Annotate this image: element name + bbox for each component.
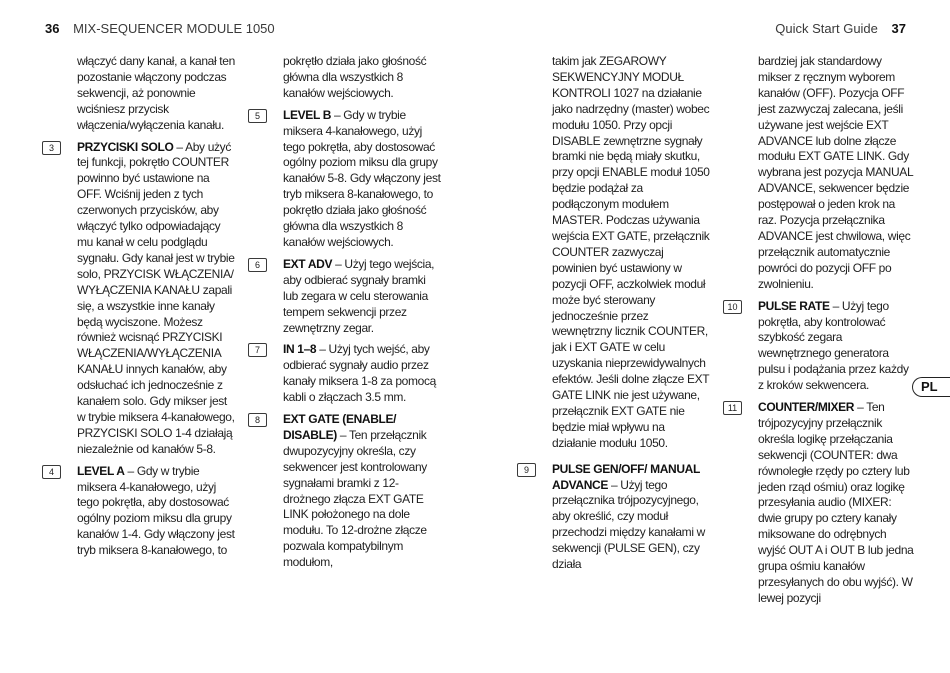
item-number-badge: 11	[723, 401, 742, 415]
text-column-2	[254, 54, 441, 571]
item-text: – Użyj tego przełącznika trójpozycyjnego, aby określić, czy moduł przechodzi między kanałami w sekwencji (PULSE GEN), czy działa	[552, 477, 705, 572]
item-text: – Użyj tego wejścia, aby odbierać sygnały bramki lub zegara w celu sterowania tempem sekwencji przez zewnętrzny zegar.	[283, 256, 435, 335]
item-number-badge: 8	[248, 413, 267, 427]
language-tab: PL	[912, 377, 950, 397]
item-text: – Ten przełącznik dwupozycyjny określa, czy sekwencer jest kontrolowany sygnałami bramki z 12-drożnego złącza EXT GATE LINK położonego na dole modułu. To 12-drożne złącze pozwala kompatybilnym modułom,	[283, 427, 427, 570]
item-text: – Użyj tego pokrętła, aby kontrolować szybkość zegara wewnętrznego generatora pulsu i podążania przez każdy z kroków sekwencera.	[758, 298, 909, 393]
item-number-badge: 10	[723, 300, 742, 314]
item-text: – Ten trójpozycyjny przełącznik określa logikę przełączania sekwencji (COUNTER: dwa równoległe rzędy po cztery lub jeden rząd ośmiu) oraz logikę przesyłania audio (MIXER: dwie grupy po cztery kanały miksowane do odrębnych wyjść OUT A i OUT B lub jedna grupa ośmiu kanałów przesyłanych do obu wyjść). W lewej pozycji	[758, 400, 914, 605]
item-ext-adv	[254, 256, 441, 337]
item-body	[283, 257, 441, 337]
right-header-title: Quick Start Guide	[775, 21, 878, 36]
item-body	[77, 140, 235, 458]
item-title: PRZYCISKI SOLO	[77, 139, 174, 154]
item-level-b	[254, 107, 441, 251]
item-in-1-8	[254, 342, 441, 406]
item-body	[283, 108, 441, 251]
text-column-1	[48, 54, 235, 559]
item-title: LEVEL B	[283, 107, 332, 122]
left-header-title: MIX-SEQUENCER MODULE 1050	[73, 21, 275, 36]
item-counter-mixer	[727, 400, 916, 607]
left-page-header	[45, 21, 275, 37]
right-page-number: 37	[891, 21, 906, 36]
item-title: IN 1–8	[283, 342, 317, 357]
item-number-badge: 9	[517, 463, 536, 477]
item-body	[283, 342, 441, 406]
item-number-badge: 5	[248, 109, 267, 123]
right-page-header	[775, 21, 906, 37]
item-number-badge: 4	[42, 465, 61, 479]
text-column-3	[523, 54, 710, 573]
item-body	[758, 400, 916, 607]
item-number-badge: 6	[248, 258, 267, 272]
item-text: – Użyj tych wejść, aby odbierać sygnały audio przez kanały miksera 1-8 za pomocą kabli o złączach 3.5 mm.	[283, 342, 436, 405]
item-text: – Aby użyć tej funkcji, pokrętło COUNTER powinno być ustawione na OFF. Wciśnij jeden z tych czerwonych przycisków, aby włączyć tylko odpowiadający mu kanał w celu podglądu sygnału. Gdy kanał jest w trybie solo, PRZYCISK WŁĄCZENIA/ WYŁĄCZENIA KANAŁU zapali się, a wszystkie inne kanały będą wyciszone. Możesz również wcisnąć PRZYCISKI WŁĄCZENIA/WYŁĄCZENIA KANAŁU innych kanałów, aby odsłuchać ich jednocześnie z kanałem solo. Gdy mikser jest w trybie miksera 4-kanałowego, PRZYCISKI SOLO 1-4 działają niezależnie od kanałów 5-8.	[77, 139, 235, 456]
item-title: EXT GATE (ENABLE/ DISABLE)	[283, 412, 397, 442]
column-continuation: takim jak ZEGAROWY SEKWENCYJNY MODUŁ KONTROLI 1027 na działanie jako nadrzędny (master) wobec modułu 1050. Przy opcji DISABLE zewnętrzne sygnały bramki nie będą miały skutku, przy opcji ENABLE moduł 1050 będzie podążał za podłączonym modułem MASTER. Podczas używania wejścia EXT GATE, przełącznik COUNTER zazwyczaj powinien być ustawiony w pozycji OFF, aczkolwiek moduł może być sterowany jednocześnie przez wewnętrzny licznik COUNTER, jak i EXT GATE w celu uzyskania nieprzewidywalnych efektów. Jeśli dolne złącze EXT GATE LINK nie jest używane, przełącznik EXT GATE nie będzie miał wpływu na działanie modułu 1050.	[552, 54, 710, 450]
column-continuation: bardziej jak standardowy mikser z ręcznym wyborem kanałów (OFF). Pozycja OFF jest zazwyczaj zalecana, jeśli używane jest wejście EXT ADVANCE lub dolne złącze modułu EXT GATE LINK. Gdy wybrana jest pozycja MANUAL ADVANCE, sekwencer będzie postępował o jeden krok na raz. Pozycja przełącznika ADVANCE jest chwilowa, więc przełącznik automatycznie powróci do pozycji OFF po zwolnieniu.	[758, 54, 913, 291]
text-column-4	[727, 54, 916, 607]
item-ext-gate	[254, 412, 441, 571]
column-continuation: włączyć dany kanał, a kanał ten pozostanie włączony podczas sekwencji, aż ponownie wciśniesz przycisk włączenia/wyłączenia kanału.	[77, 54, 235, 132]
item-title: LEVEL A	[77, 463, 125, 478]
item-number-badge: 3	[42, 141, 61, 155]
item-title: COUNTER/MIXER	[758, 400, 855, 415]
item-pulse-gen	[523, 461, 710, 573]
column-continuation: pokrętło działa jako głośność główna dla wszystkich 8 kanałów wejściowych.	[283, 54, 427, 100]
item-number-badge: 7	[248, 343, 267, 357]
item-body	[283, 412, 441, 571]
left-page-number: 36	[45, 21, 60, 36]
item-text: – Gdy w trybie miksera 4-kanałowego, użyj tego pokrętła, aby dostosować ogólny poziom miksu dla grupy kanałów 5-8. Gdy włączony jest tryb miksera 8-kanałowego, to pokrętło działa jako głośność główna dla wszystkich 8 kanałów wejściowych.	[283, 107, 441, 249]
item-level-a	[48, 463, 235, 559]
item-text: – Gdy w trybie miksera 4-kanałowego, użyj tego pokrętła, aby dostosować ogólny poziom miksu dla grupy kanałów 1-4. Gdy włączony jest tryb miksera 8-kanałowego, to	[77, 463, 235, 558]
item-title: PULSE GEN/OFF/ MANUAL ADVANCE	[552, 461, 700, 492]
item-solo-buttons	[48, 139, 235, 458]
item-body	[77, 464, 235, 559]
item-body	[758, 299, 916, 394]
item-title: PULSE RATE	[758, 298, 830, 313]
item-body	[552, 462, 710, 573]
item-title: EXT ADV	[283, 256, 333, 271]
item-pulse-rate	[727, 298, 916, 394]
